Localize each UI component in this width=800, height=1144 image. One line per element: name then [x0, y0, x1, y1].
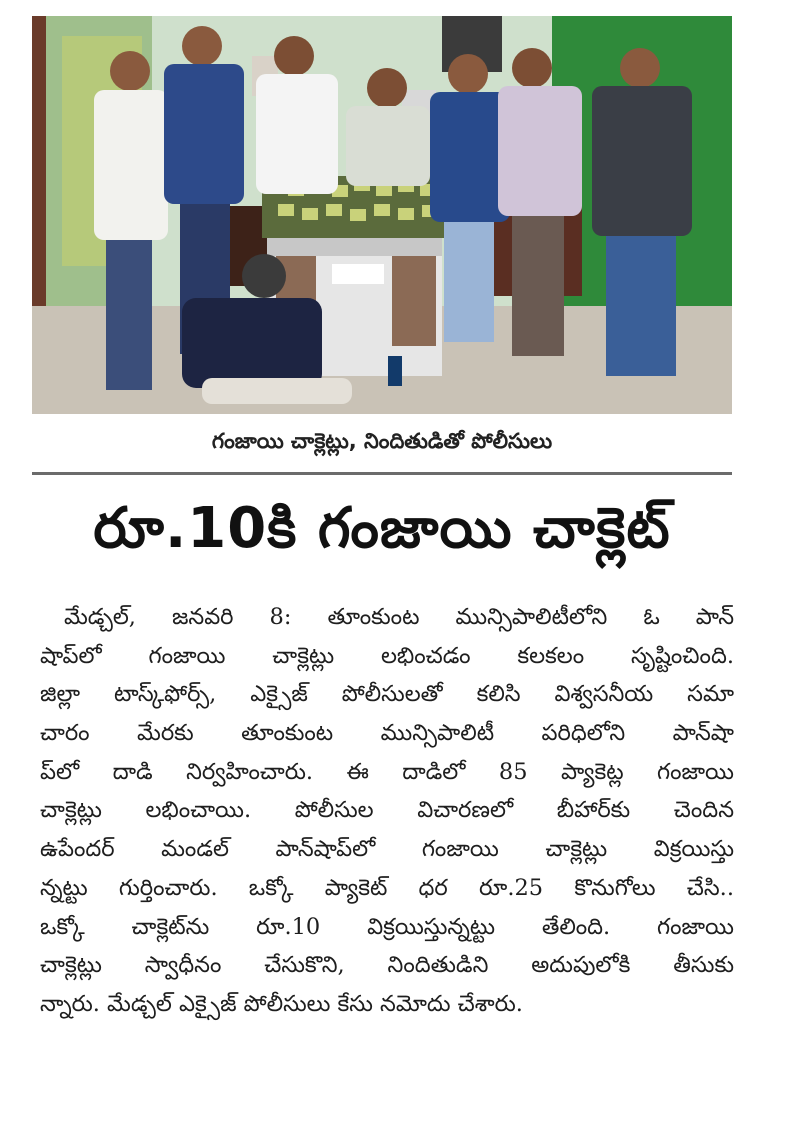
headline: రూ.10కి గంజాయి చాక్లెట్	[93, 495, 671, 561]
article-line: ప్‌లో దాడి నిర్వహించారు. ఈ దాడిలో 85 ప్యాకెట్ల గంజాయి	[40, 758, 734, 785]
article-line: జిల్లా టాస్క్‌ఫోర్స్, ఎక్సైజ్ పోలీసులతో కలిసి విశ్వసనీయ సమా	[40, 681, 734, 708]
article-line: న్నట్టు గుర్తించారు. ఒక్కో ప్యాకెట్ ధర రూ.25 కొనుగోలు చేసి..	[40, 874, 734, 901]
article-line: షాప్‌లో గంజాయి చాక్లెట్లు లభించడం కలకలం సృష్టించింది.	[40, 642, 734, 669]
news-photo-illustration	[32, 16, 732, 414]
article-body	[40, 598, 734, 1024]
divider-rule	[32, 472, 732, 475]
photo-caption: గంజాయి చాక్లెట్లు, నిందితుడితో పోలీసులు	[211, 429, 553, 453]
article-line: చాక్లెట్లు లభించాయి. పోలీసుల విచారణలో బీహార్‌కు చెందిన	[40, 797, 734, 824]
news-photo	[32, 16, 732, 414]
article-line: న్నారు. మేడ్చల్ ఎక్సైజ్ పోలీసులు కేసు నమోదు చేశారు.	[40, 990, 523, 1017]
article-line: ఉపేందర్ మండల్ పాన్‌షాప్‌లో గంజాయి చాక్లెట్లు విక్రయిస్తు	[40, 836, 734, 863]
article-line: ఒక్కో చాక్లెట్‌ను రూ.10 విక్రయిస్తున్నట్టు తేలింది. గంజాయి	[40, 913, 734, 940]
article-line: చారం మేరకు తూంకుంట మున్సిపాలిటీ పరిధిలోని పాన్‌షా	[40, 720, 734, 747]
article-line: మేడ్చల్, జనవరి 8: తూంకుంట మున్సిపాలిటీలోని ఓ పాన్	[64, 604, 734, 630]
article-line: చాక్లెట్లు స్వాధీనం చేసుకొని, నిందితుడిని అదుపులోకి తీసుకు	[40, 952, 734, 979]
